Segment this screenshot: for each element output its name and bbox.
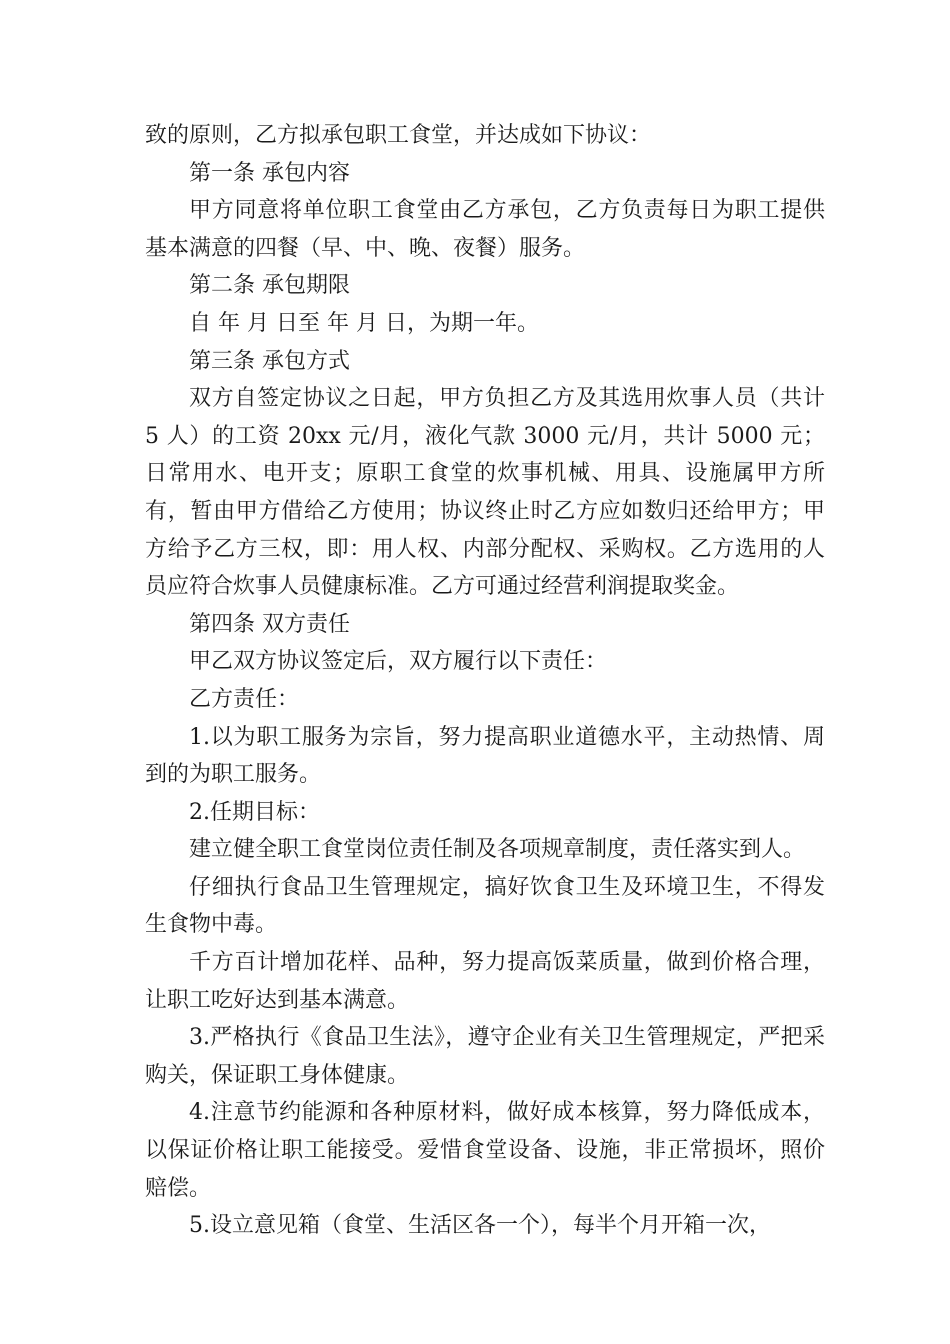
article-3-heading: 第三条 承包方式 <box>189 348 350 374</box>
party-b-responsibilities-heading: 乙方责任： <box>189 686 300 712</box>
article-1-body: 甲方同意将单位职工食堂由乙方承包，乙方负责每日为职工提供基本满意的四餐（早、中、晚、夜餐）服务。 <box>145 198 825 261</box>
paragraph-intro-continuation: 致的原则，乙方拟承包职工食堂，并达成如下协议： <box>145 123 652 148</box>
article-4-intro: 甲乙双方协议签定后，双方履行以下责任： <box>189 649 608 675</box>
document-body <box>145 117 825 1245</box>
responsibility-item-4: 4.注意节约能源和各种原材料，做好成本核算，努力降低成本，以保证价格让职工能接受。爱惜食堂设备、设施，非正常损坏，照价赔偿。 <box>145 1100 825 1201</box>
target-item-b: 仔细执行食品卫生管理规定，搞好饮食卫生及环境卫生，不得发生食物中毒。 <box>145 874 825 938</box>
article-1-heading: 第一条 承包内容 <box>189 160 350 186</box>
responsibility-item-2-heading: 2.任期目标： <box>189 799 320 825</box>
article-2-heading: 第二条 承包期限 <box>189 273 350 299</box>
responsibility-item-1: 1.以为职工服务为宗旨，努力提高职业道德水平，主动热情、周到的为职工服务。 <box>145 724 825 788</box>
target-item-c: 千方百计增加花样、品种，努力提高饭菜质量，做到价格合理，让职工吃好达到基本满意。 <box>145 950 825 1013</box>
responsibility-item-5: 5.设立意见箱（食堂、生活区各一个），每半个月开箱一次， <box>189 1213 771 1239</box>
article-4-heading: 第四条 双方责任 <box>189 611 350 637</box>
responsibility-item-3: 3.严格执行《食品卫生法》，遵守企业有关卫生管理规定，严把采购关，保证职工身体健康。 <box>145 1025 825 1088</box>
target-item-a: 建立健全职工食堂岗位责任制及各项规章制度，责任落实到人。 <box>189 837 806 863</box>
article-2-body: 自 年 月 日至 年 月 日，为期一年。 <box>189 310 539 336</box>
article-3-body: 双方自签定协议之日起，甲方负担乙方及其选用炊事人员（共计 5 人）的工资 20xx 元/月，液化气款 3000 元/月，共计 5000 元；日常用水、电开支；原职工食堂的炊事机械、用具、设施属甲方所有，暂由甲方借给乙方使用；协议终止时乙方应如数归还给甲方；甲方给予乙方三权，即：用人权、内部分配权、采购权。乙方选用的人员应符合炊事人员健康标准。乙方可通过经营利润提取奖金。 <box>145 386 825 600</box>
